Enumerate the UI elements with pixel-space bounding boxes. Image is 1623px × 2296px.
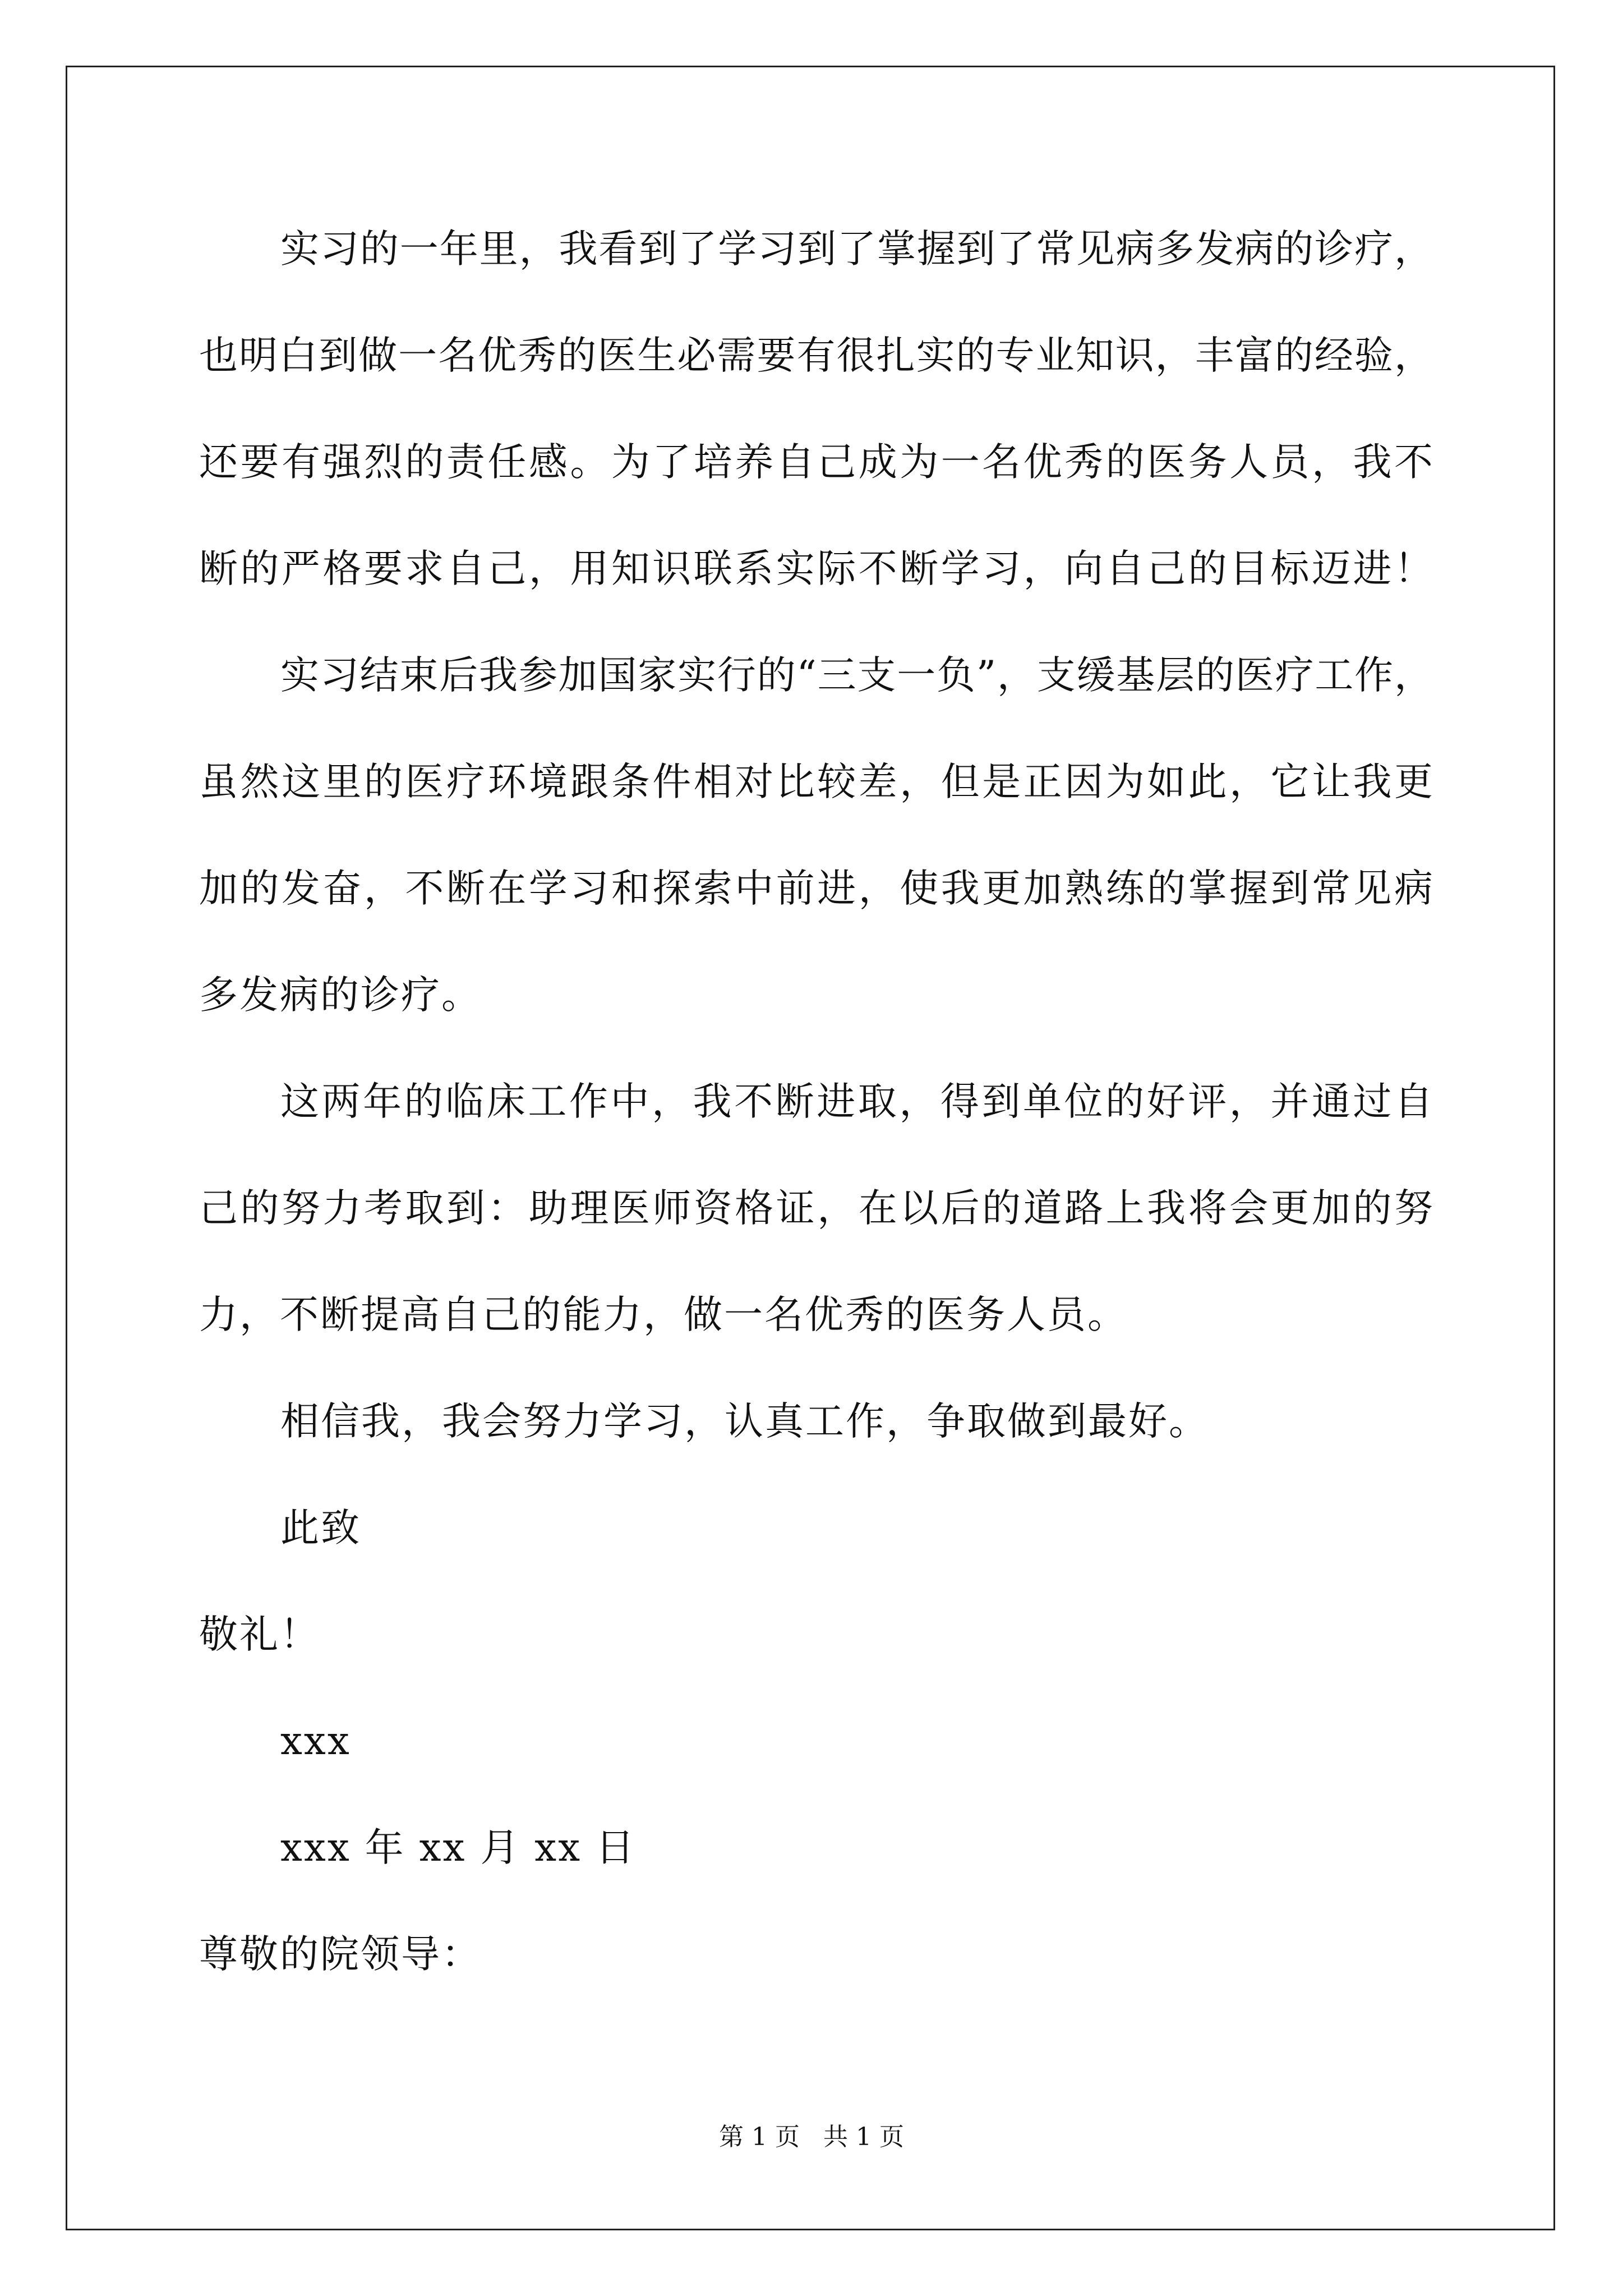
- signature: xxx: [280, 1719, 351, 1764]
- body-line: 相信我，我会努力学习，认真工作，争取做到最好。: [280, 1399, 1209, 1444]
- body-line: 也明白到做一名优秀的医生必需要有很扎实的专业知识，丰富的经验，: [199, 333, 1433, 378]
- body-line: 己的努力考取到：助理医师资格证，在以后的道路上我将会更加的努: [199, 1186, 1433, 1231]
- greeting-line: 尊敬的院领导：: [199, 1932, 482, 1977]
- body-line: 虽然这里的医疗环境跟条件相对比较差，但是正因为如此，它让我更: [199, 760, 1433, 804]
- salutation: 敬礼！: [199, 1612, 320, 1657]
- body-line: 加的发奋，不断在学习和探索中前进，使我更加熟练的掌握到常见病: [199, 866, 1433, 911]
- body-line: 多发病的诊疗。: [199, 973, 482, 1018]
- body-line: 实习结束后我参加国家实行的“三支一负”，支缓基层的医疗工作，: [280, 653, 1433, 698]
- page-number-footer: 第 1 页 共 1 页: [719, 2123, 904, 2151]
- body-line: 这两年的临床工作中，我不断进取，得到单位的好评，并通过自: [280, 1079, 1433, 1124]
- date-line: xxx 年 xx 月 xx 日: [280, 1825, 637, 1870]
- body-line: 实习的一年里，我看到了学习到了掌握到了常见病多发病的诊疗，: [280, 227, 1433, 272]
- body-line: 力，不断提高自己的能力，做一名优秀的医务人员。: [199, 1292, 1128, 1337]
- closing-line: 此致: [280, 1506, 361, 1550]
- page-border: [66, 66, 1555, 2230]
- body-line: 还要有强烈的责任感。为了培养自己成为一名优秀的医务人员，我不: [199, 440, 1433, 485]
- body-line: 断的严格要求自己，用知识联系实际不断学习，向自己的目标迈进！: [199, 546, 1433, 591]
